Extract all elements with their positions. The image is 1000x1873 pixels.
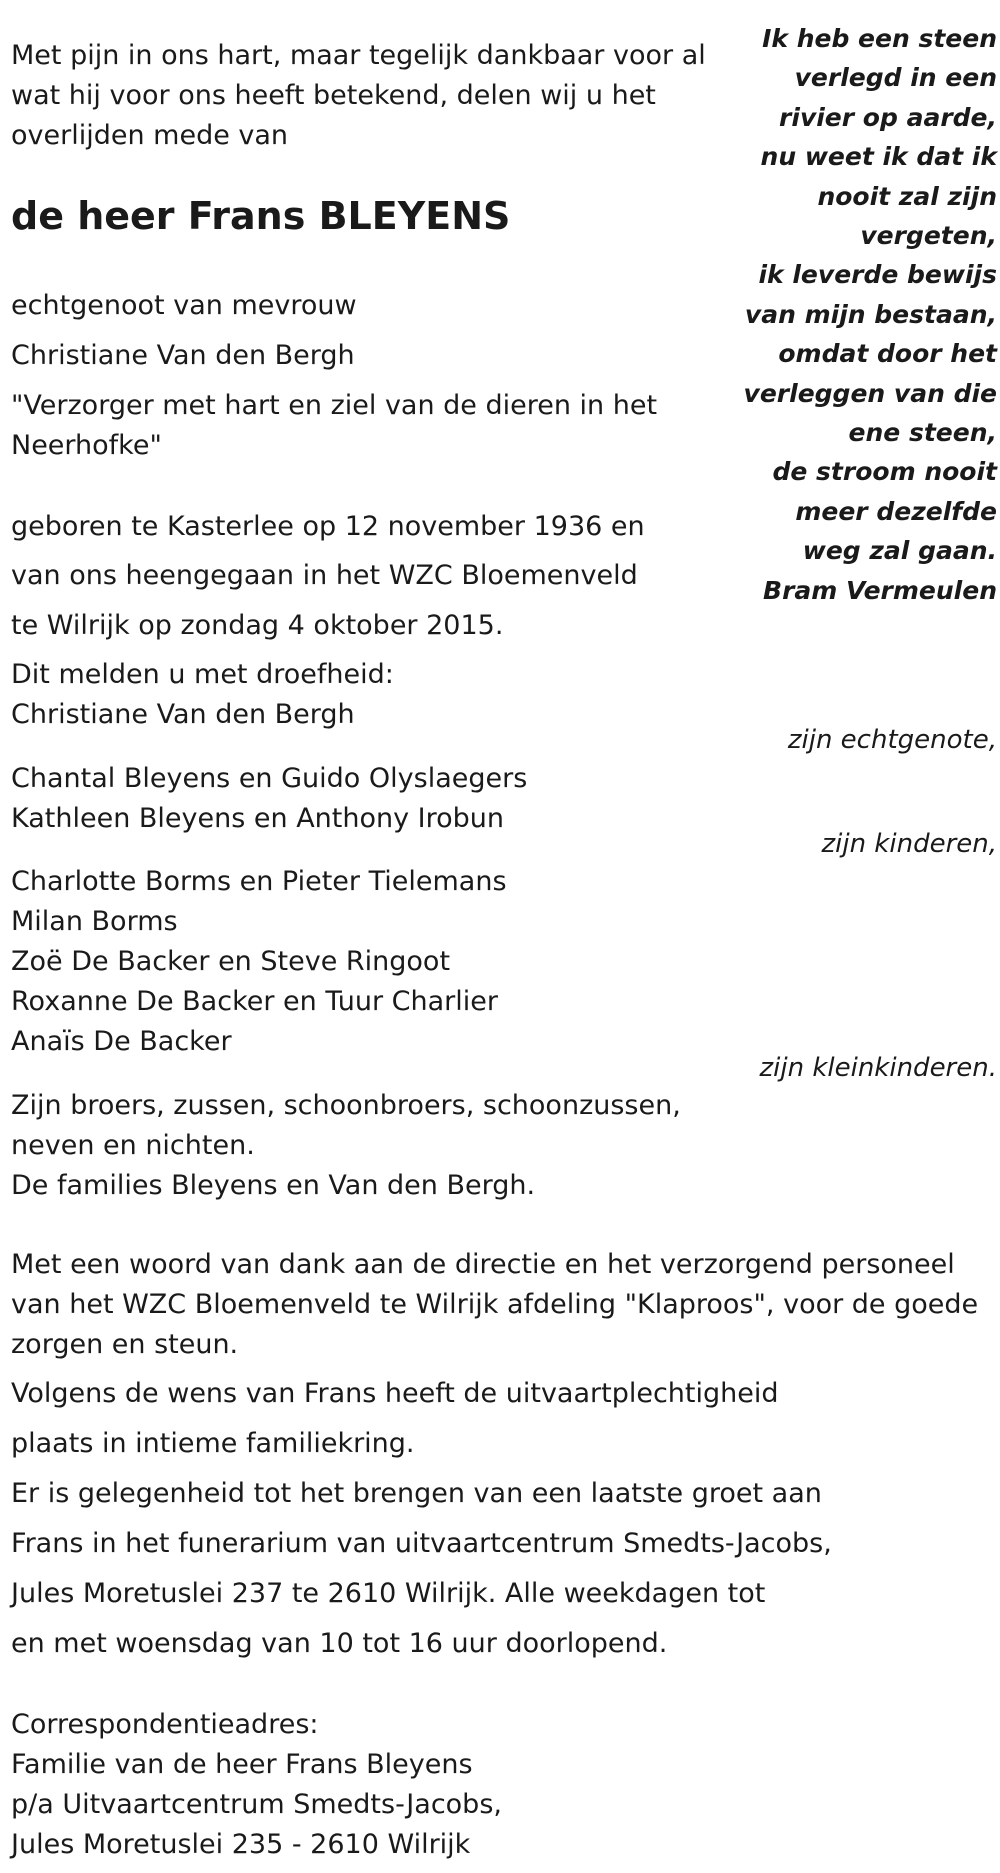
poem-line: ene steen, [848,418,997,448]
deceased-name: de heer Frans BLEYENS [11,194,511,238]
poem [697,19,997,610]
poem-line: weg zal gaan. [802,536,997,566]
ceremony-line: Frans in het funerarium van uitvaartcentrum Smedts-Jacobs, [11,1528,832,1559]
poem-line: Ik heb een steen [762,24,997,53]
relatives-line: neven en nichten. [11,1130,255,1161]
ceremony-line: plaats in intieme familiekring. [11,1428,415,1459]
ceremony-line: Volgens de wens van Frans heeft de uitvaartplechtigheid [11,1378,779,1409]
ceremony-line: en met woensdag van 10 tot 16 uur doorlopend. [11,1628,668,1659]
spouse-line: echtgenoot van mevrouw [11,290,357,321]
birth-death-line: te Wilrijk op zondag 4 oktober 2015. [11,610,504,641]
poem-line: vergeten, [860,221,997,251]
poem-line: rivier op aarde, [779,102,997,132]
family-line: Roxanne De Backer en Tuur Charlier [11,986,498,1017]
announce-label: Dit melden u met droefheid: [11,659,394,690]
birth-death-line: van ons heengegaan in het WZC Bloemenveld [11,560,638,591]
ceremony-line: Jules Moretuslei 237 te 2610 Wilrijk. Alle weekdagen tot [11,1578,766,1609]
poem-line: verlegd in een [794,63,997,93]
intro-line: overlijden mede van [11,120,289,151]
correspondence-line: Familie van de heer Frans Bleyens [11,1749,473,1780]
quote-line: Neerhofke" [11,430,162,461]
family-line: Chantal Bleyens en Guido Olyslaegers [11,763,528,794]
poem-line: omdat door het [778,339,997,369]
poem-line: de stroom nooit [772,457,997,487]
spouse-name: Christiane Van den Bergh [11,340,355,371]
role-children: zijn kinderen, [821,829,997,859]
intro-line: Met pijn in ons hart, maar tegelijk dankbaar voor al [11,40,706,71]
family-line: Milan Borms [11,906,178,937]
family-line: Kathleen Bleyens en Anthony Irobun [11,803,505,834]
quote-line: "Verzorger met hart en ziel van de dieren in het [11,390,658,421]
correspondence-line: Jules Moretuslei 235 - 2610 Wilrijk [11,1829,471,1860]
role-grandchildren: zijn kleinkinderen. [759,1053,997,1083]
ceremony-line: Er is gelegenheid tot het brengen van een laatste groet aan [11,1478,822,1509]
family-line: Zoë De Backer en Steve Ringoot [11,946,451,977]
poem-author: Bram Vermeulen [763,575,997,605]
family-line: Anaïs De Backer [11,1026,232,1057]
poem-line: nooit zal zijn [817,181,997,211]
correspondence-line: Correspondentieadres: [11,1709,319,1740]
relatives-line: De families Bleyens en Van den Bergh. [11,1170,536,1201]
thanks-line: Met een woord van dank aan de directie en het verzorgend personeel [11,1249,955,1280]
poem-line: meer dezelfde [795,496,997,526]
poem-line: verleggen van die [743,378,997,408]
family-line: Christiane Van den Bergh [11,699,355,730]
birth-death-line: geboren te Kasterlee op 12 november 1936 en [11,511,645,542]
relatives-line: Zijn broers, zussen, schoonbroers, schoonzussen, [11,1090,681,1121]
poem-line: nu weet ik dat ik [760,142,997,172]
correspondence-line: p/a Uitvaartcentrum Smedts-Jacobs, [11,1789,502,1820]
poem-line: ik leverde bewijs [758,260,997,290]
thanks-line: zorgen en steun. [11,1329,239,1360]
intro-line: wat hij voor ons heeft betekend, delen wij u het [11,80,656,111]
family-line: Charlotte Borms en Pieter Tielemans [11,866,507,897]
poem-line: van mijn bestaan, [744,299,997,329]
role-spouse: zijn echtgenote, [787,725,997,755]
thanks-line: van het WZC Bloemenveld te Wilrijk afdeling "Klaproos", voor de goede [11,1289,979,1320]
